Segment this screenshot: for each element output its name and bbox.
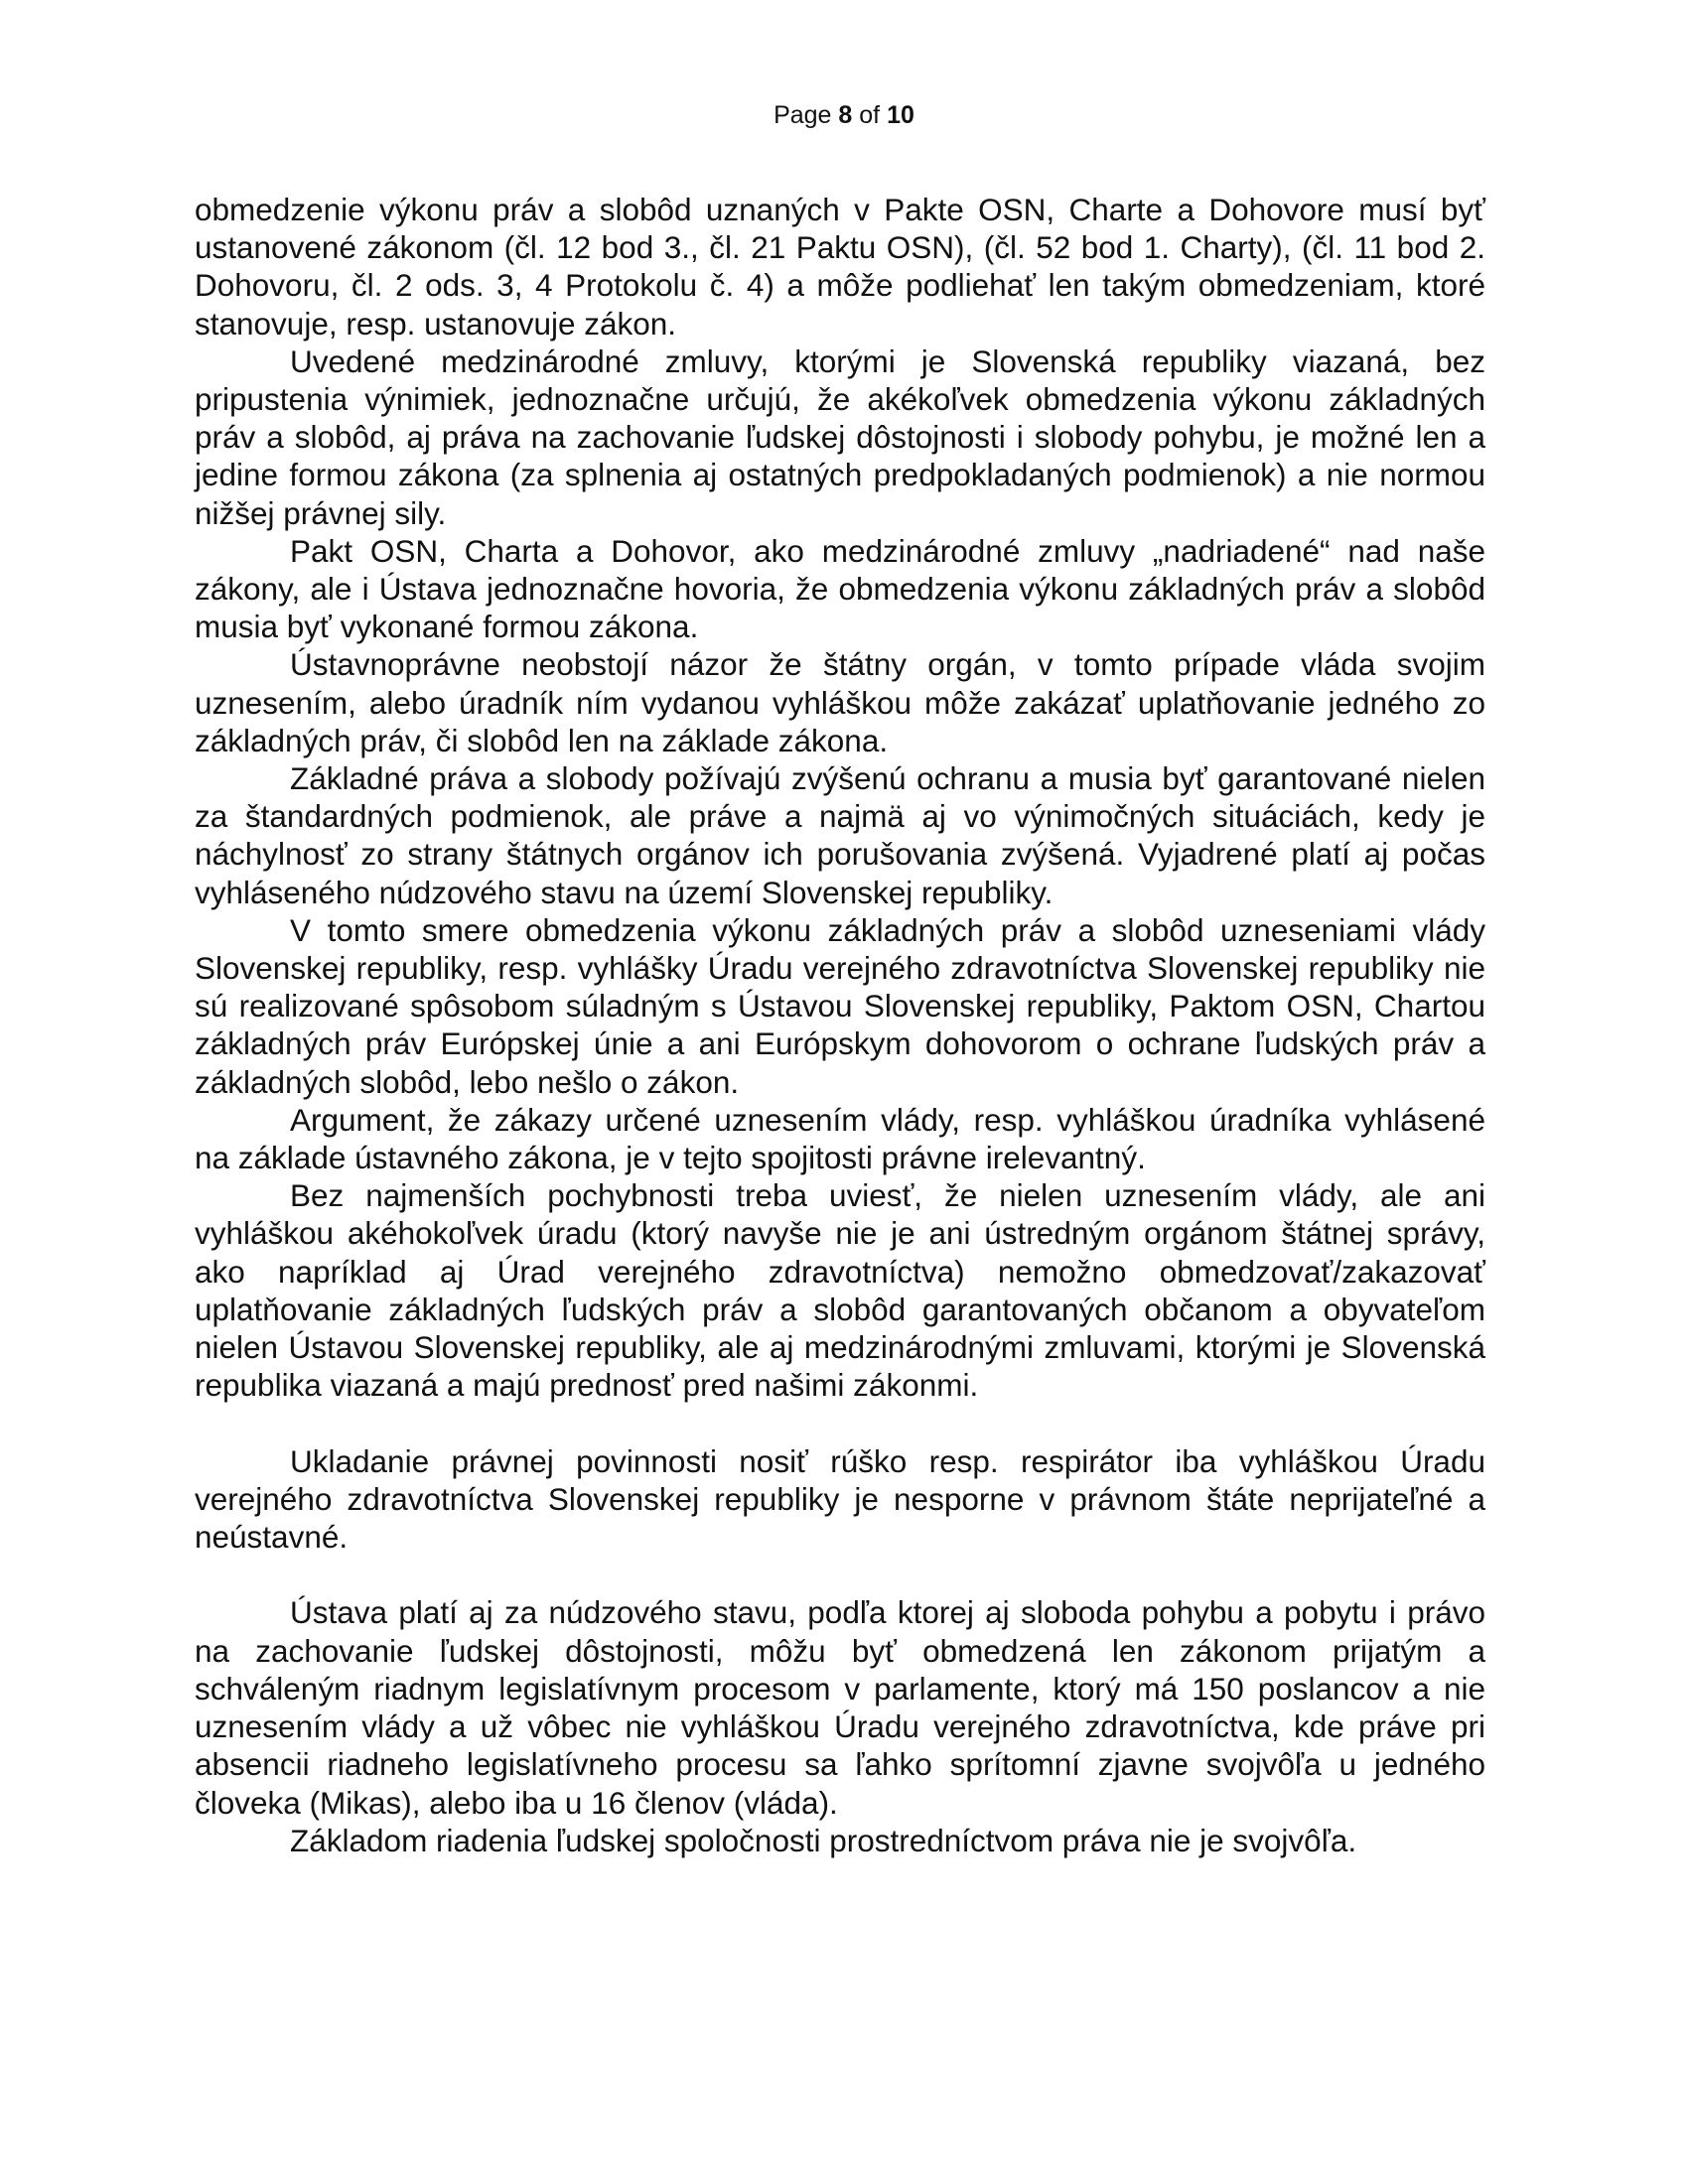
- paragraph: Uvedené medzinárodné zmluvy, ktorými je Slovenská republiky viazaná, bez pripustenia výnimiek, jednoznačne určujú, že akékoľvek obmedzenia výkonu základných práv a slobôd, aj práva na zachovanie ľudskej dôstojnosti i slobody pohybu, je možné len a jedine formou zákona (za splnenia aj ostatných predpokladaných podmienok) a nie normou nižšej právnej sily.: [195, 342, 1485, 531]
- current-page-number: 8: [838, 101, 853, 129]
- document-body: [195, 191, 1485, 1859]
- total-pages-number: 10: [887, 101, 914, 129]
- paragraph: V tomto smere obmedzenia výkonu základných práv a slobôd uzneseniami vlády Slovenskej republiky, resp. vyhlášky Úradu verejného zdravotníctva Slovenskej republiky nie sú realizované spôsobom súladným s Ústavou Slovenskej republiky, Paktom OSN, Chartou základných práv Európskej únie a ani Európskym dohovorom o ochrane ľudských práv a základných slobôd, lebo nešlo o zákon.: [195, 911, 1485, 1100]
- paragraph: Ukladanie právnej povinnosti nosiť rúško resp. respirátor iba vyhláškou Úradu verejného zdravotníctva Slovenskej republiky je nesporne v právnom štáte neprijateľné a neústavné.: [195, 1442, 1485, 1556]
- paragraph: Základné práva a slobody požívajú zvýšenú ochranu a musia byť garantované nielen za štandardných podmienok, ale práve a najmä aj vo výnimočných situáciách, kedy je náchylnosť zo strany štátnych orgánov ich porušovania zvýšená. Vyjadrené platí aj počas vyhláseného núdzového stavu na území Slovenskej republiky.: [195, 760, 1485, 910]
- of-label: of: [859, 101, 881, 129]
- page-header: [0, 99, 1688, 131]
- paragraph: Ústavnoprávne neobstojí názor že štátny orgán, v tomto prípade vláda svojim uznesením, alebo úradník ním vydanou vyhláškou môže zakázať uplatňovanie jedného zo základných práv, či slobôd len na základe zákona.: [195, 646, 1485, 758]
- paragraph: Bez najmenších pochybnosti treba uviesť, že nielen uznesením vlády, ale ani vyhláškou akéhokoľvek úradu (ktorý navyše nie je ani ústredným orgánom štátnej správy, ako napríklad aj Úrad verejného zdravotníctva) nemožno obmedzovať/zakazovať uplatňovanie základných ľudských práv a slobôd garantovaných občanom a obyvateľom nielen Ústavou Slovenskej republiky, ale aj medzinárodnými zmluvami, ktorými je Slovenská republika viazaná a majú prednosť pred našimi zákonmi.: [195, 1177, 1485, 1404]
- paragraph: Základom riadenia ľudskej spoločnosti prostredníctvom práva nie je svojvôľa.: [290, 1822, 1357, 1858]
- paragraph-continuation: obmedzenie výkonu práv a slobôd uznaných v Pakte OSN, Charte a Dohovore musí byť ustanovené zákonom (čl. 12 bod 3., čl. 21 Paktu OSN), (čl. 52 bod 1. Charty), (čl. 11 bod 2. Dohovoru, čl. 2 ods. 3, 4 Protokolu č. 4) a môže podliehať len takým obmedzeniam, ktoré stanovuje, resp. ustanovuje zákon.: [195, 192, 1485, 341]
- page-label: Page: [774, 101, 832, 129]
- paragraph: Pakt OSN, Charta a Dohovor, ako medzinárodné zmluvy „nadriadené“ nad naše zákony, ale i Ústava jednoznačne hovoria, že obmedzenia výkonu základných práv a slobôd musia byť vykonané formou zákona.: [195, 532, 1485, 645]
- paragraph: Argument, že zákazy určené uznesením vlády, resp. vyhláškou úradníka vyhlásené na základe ústavného zákona, je v tejto spojitosti právne irelevantný.: [195, 1101, 1485, 1176]
- paragraph: Ústava platí aj za núdzového stavu, podľa ktorej aj sloboda pohybu a pobytu i právo na zachovanie ľudskej dôstojnosti, môžu byť obmedzená len zákonom prijatým a schváleným riadnym legislatívnym procesom v parlamente, ktorý má 150 poslancov a nie uznesením vlády a už vôbec nie vyhláškou Úradu verejného zdravotníctva, kde práve pri absencii riadneho legislatívneho procesu sa ľahko sprítomní zjavne svojvôľa u jedného človeka (Mikas), alebo iba u 16 členov (vláda).: [195, 1594, 1485, 1821]
